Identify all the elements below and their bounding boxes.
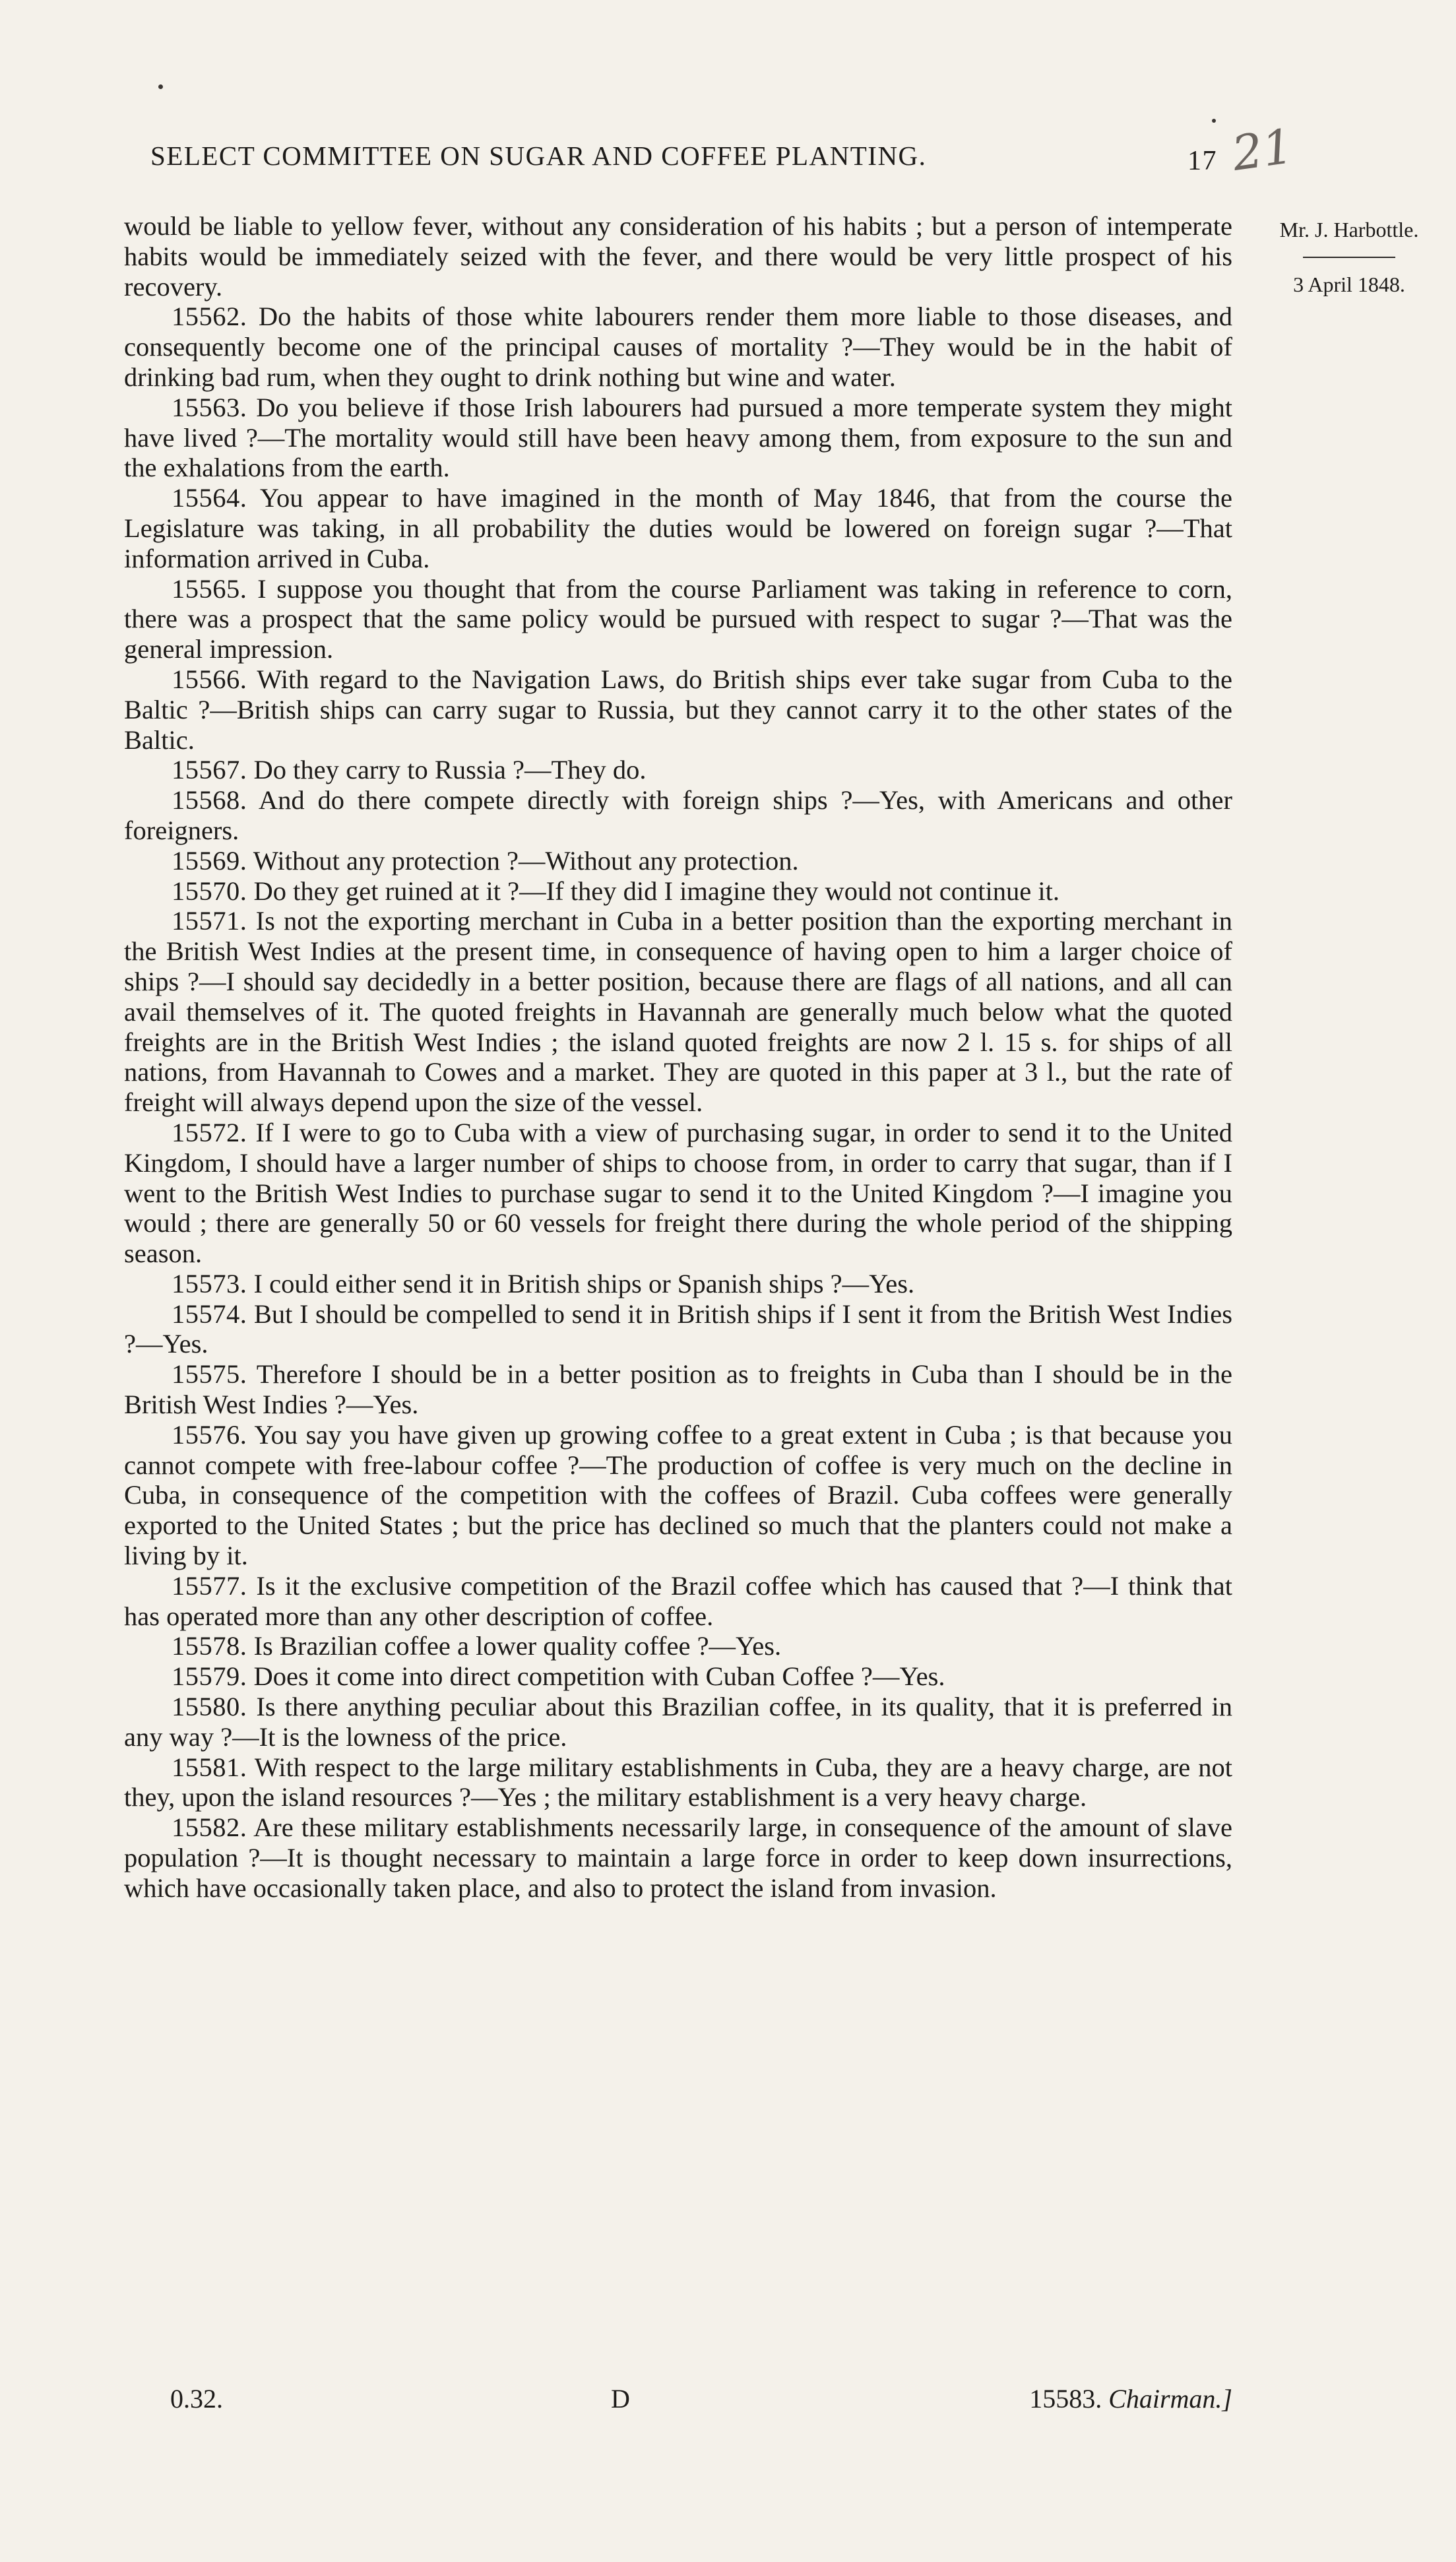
margin-note xyxy=(1257,218,1441,297)
question-number: 15580. xyxy=(172,1692,247,1722)
paragraph xyxy=(124,755,1232,785)
paragraph xyxy=(124,1359,1232,1420)
paragraph xyxy=(124,1269,1232,1299)
paragraph xyxy=(124,211,1232,302)
catchword-speaker: Chairman.] xyxy=(1108,2384,1232,2414)
paragraph-text: would be liable to yellow fever, without any consideration of his habits ; but a person of intemperate habits would be immediately seized with the fever, and there would be very little prospect of his recovery. xyxy=(124,211,1232,302)
paragraph-text: But I should be compelled to send it in British ships if I sent it from the British West Indies ?—Yes. xyxy=(124,1298,1233,1359)
question-number: 15566. xyxy=(172,664,247,694)
paragraph xyxy=(124,483,1232,573)
paragraph xyxy=(124,1420,1232,1571)
paragraph-text: You say you have given up growing coffee to a great extent in Cuba ; is that because you cannot compete with free-labour coffee ?—The production of coffee is very much on the decline in Cuba, in consequence of the competition with the coffees of Brazil. Cuba coffees were generally exported to the United States ; but the price has declined so much that the planters could not make a living by it. xyxy=(124,1419,1232,1571)
paragraph xyxy=(124,1571,1232,1632)
question-number: 15562. xyxy=(172,302,247,332)
paragraph xyxy=(124,1631,1232,1661)
question-number: 15579. xyxy=(172,1661,247,1692)
evidence-date: 3 April 1848. xyxy=(1293,272,1405,296)
paragraph-text: You appear to have imagined in the month of May 1846, that from the course the Legislature was taking, in all probability the duties would be lowered on foreign sugar ?—That information arrived in Cuba. xyxy=(124,483,1233,573)
margin-rule xyxy=(1303,257,1395,258)
paragraph-text: With respect to the large military establishments in Cuba, they are a heavy charge, are not they, upon the island resources ?—Yes ; the military establishment is a very heavy charge. xyxy=(124,1752,1232,1812)
question-number: 15571. xyxy=(172,906,247,936)
handwritten-folio-number: 21 xyxy=(1228,118,1297,181)
paragraph-text: Do they carry to Russia ?—They do. xyxy=(253,755,647,785)
question-number: 15563. xyxy=(172,392,247,422)
question-number: 15570. xyxy=(172,876,247,906)
paragraph xyxy=(124,785,1232,846)
question-number: 15578. xyxy=(172,1631,247,1661)
question-number: 15569. xyxy=(172,845,247,876)
paragraph-text: If I were to go to Cuba with a view of purchasing sugar, in order to send it to the United Kingdom, I should have a larger number of ships to choose from, in order to carry that sugar, than if I went to the British West Indies to purchase sugar to send it to the United Kingdom ?—I imagine you would ; there are generally 50 or 60 vessels for freight there during the whole period of the shipping season. xyxy=(124,1117,1233,1269)
evidence-body xyxy=(124,211,1232,1904)
question-number: 15567. xyxy=(172,755,247,785)
paragraph-text: With regard to the Navigation Laws, do British ships ever take sugar from Cuba to the Baltic ?—British ships can carry sugar to Russia, but they cannot carry it to the other states of the Baltic. xyxy=(124,664,1232,755)
paragraph xyxy=(124,1299,1232,1360)
question-number: 15574. xyxy=(172,1298,247,1329)
paragraph-text: Are these military establishments necessarily large, in consequence of the amount of slave population ?—It is thought necessary to maintain a large force in order to keep down insurrections, which have occasionally taken place, and also to protect the island from invasion. xyxy=(124,1812,1232,1903)
paragraph-text: Without any protection ?—Without any protection. xyxy=(253,845,799,876)
catchword-number: 15583. xyxy=(1029,2384,1102,2414)
paragraph xyxy=(124,302,1232,392)
page-number: 17 xyxy=(1187,146,1217,176)
paragraph-text: Do they get ruined at it ?—If they did I imagine they would not continue it. xyxy=(253,876,1060,906)
paragraph xyxy=(124,1752,1232,1813)
question-number: 15577. xyxy=(172,1570,247,1601)
question-number: 15572. xyxy=(172,1117,247,1147)
paragraph xyxy=(124,846,1232,876)
question-number: 15582. xyxy=(172,1812,247,1843)
paper-reference: 0.32. xyxy=(170,2384,223,2414)
catchword xyxy=(1029,2383,1232,2414)
paragraph-text: Do the habits of those white labourers render them more liable to those diseases, and consequently become one of the principal causes of mortality ?—They would be in the habit of drinking bad rum, when they ought to drink nothing but wine and water. xyxy=(124,302,1233,392)
question-number: 15565. xyxy=(172,573,247,604)
question-number: 15581. xyxy=(172,1752,247,1782)
paragraph-text: Is not the exporting merchant in Cuba in a better position than the exporting merchant in the British West Indies at the present time, in consequence of having open to him a larger choice of ships ?—I should say decidedly in a better position, because there are flags of all nations, and all can avail themselves of it. The quoted freights in Havannah are generally much below what the quoted freights are in the British West Indies ; the island quoted freights are now 2 l. 15 s. for ships of all nations, from Havannah to Cowes and a market. They are quoted in this paper at 3 l., but the rate of freight will always depend upon the size of the vessel. xyxy=(124,906,1232,1118)
paragraph xyxy=(124,1118,1232,1269)
question-number: 15568. xyxy=(172,785,247,816)
ink-speck xyxy=(1212,119,1216,123)
ink-speck xyxy=(158,84,163,89)
paragraph xyxy=(124,393,1232,483)
page-title: SELECT COMMITTEE ON SUGAR AND COFFEE PLANTING. xyxy=(150,141,927,171)
question-number: 15576. xyxy=(172,1419,247,1450)
paragraph-text: Is there anything peculiar about this Brazilian coffee, in its quality, that it is preferred in any way ?—It is the lowness of the price. xyxy=(124,1692,1232,1752)
paragraph xyxy=(124,1692,1232,1752)
paragraph xyxy=(124,574,1232,664)
question-number: 15564. xyxy=(172,483,247,513)
question-number: 15575. xyxy=(172,1359,247,1390)
witness-name: Mr. J. Harbottle. xyxy=(1279,218,1419,241)
running-header xyxy=(150,140,1239,186)
paragraph xyxy=(124,906,1232,1118)
paragraph-text: Do you believe if those Irish labourers had pursued a more temperate system they might have lived ?—The mortality would still have been heavy among them, from exposure to the sun and the exhalations from the earth. xyxy=(124,392,1233,483)
paragraph xyxy=(124,876,1232,907)
paragraph-text: I suppose you thought that from the course Parliament was taking in reference to corn, there was a prospect that the same policy would be pursued with respect to sugar ?—That was the general impression. xyxy=(124,573,1233,664)
paragraph-text: I could either send it in British ships or Spanish ships ?—Yes. xyxy=(253,1268,915,1298)
paragraph-text: And do there compete directly with foreign ships ?—Yes, with Americans and other foreigners. xyxy=(124,785,1232,845)
page-footer xyxy=(124,2383,1232,2423)
paragraph xyxy=(124,1661,1232,1692)
paragraph-text: Is it the exclusive competition of the Brazil coffee which has caused that ?—I think that has operated more than any other description of coffee. xyxy=(124,1570,1233,1631)
paragraph-text: Is Brazilian coffee a lower quality coffee ?—Yes. xyxy=(253,1631,782,1661)
paragraph xyxy=(124,1812,1232,1903)
question-number: 15573. xyxy=(172,1268,247,1298)
paragraph-text: Therefore I should be in a better position as to freights in Cuba than I should be in the British West Indies ?—Yes. xyxy=(124,1359,1232,1420)
signature-mark: D xyxy=(611,2384,630,2414)
paragraph-text: Does it come into direct competition with Cuban Coffee ?—Yes. xyxy=(253,1661,945,1692)
paragraph xyxy=(124,664,1232,755)
